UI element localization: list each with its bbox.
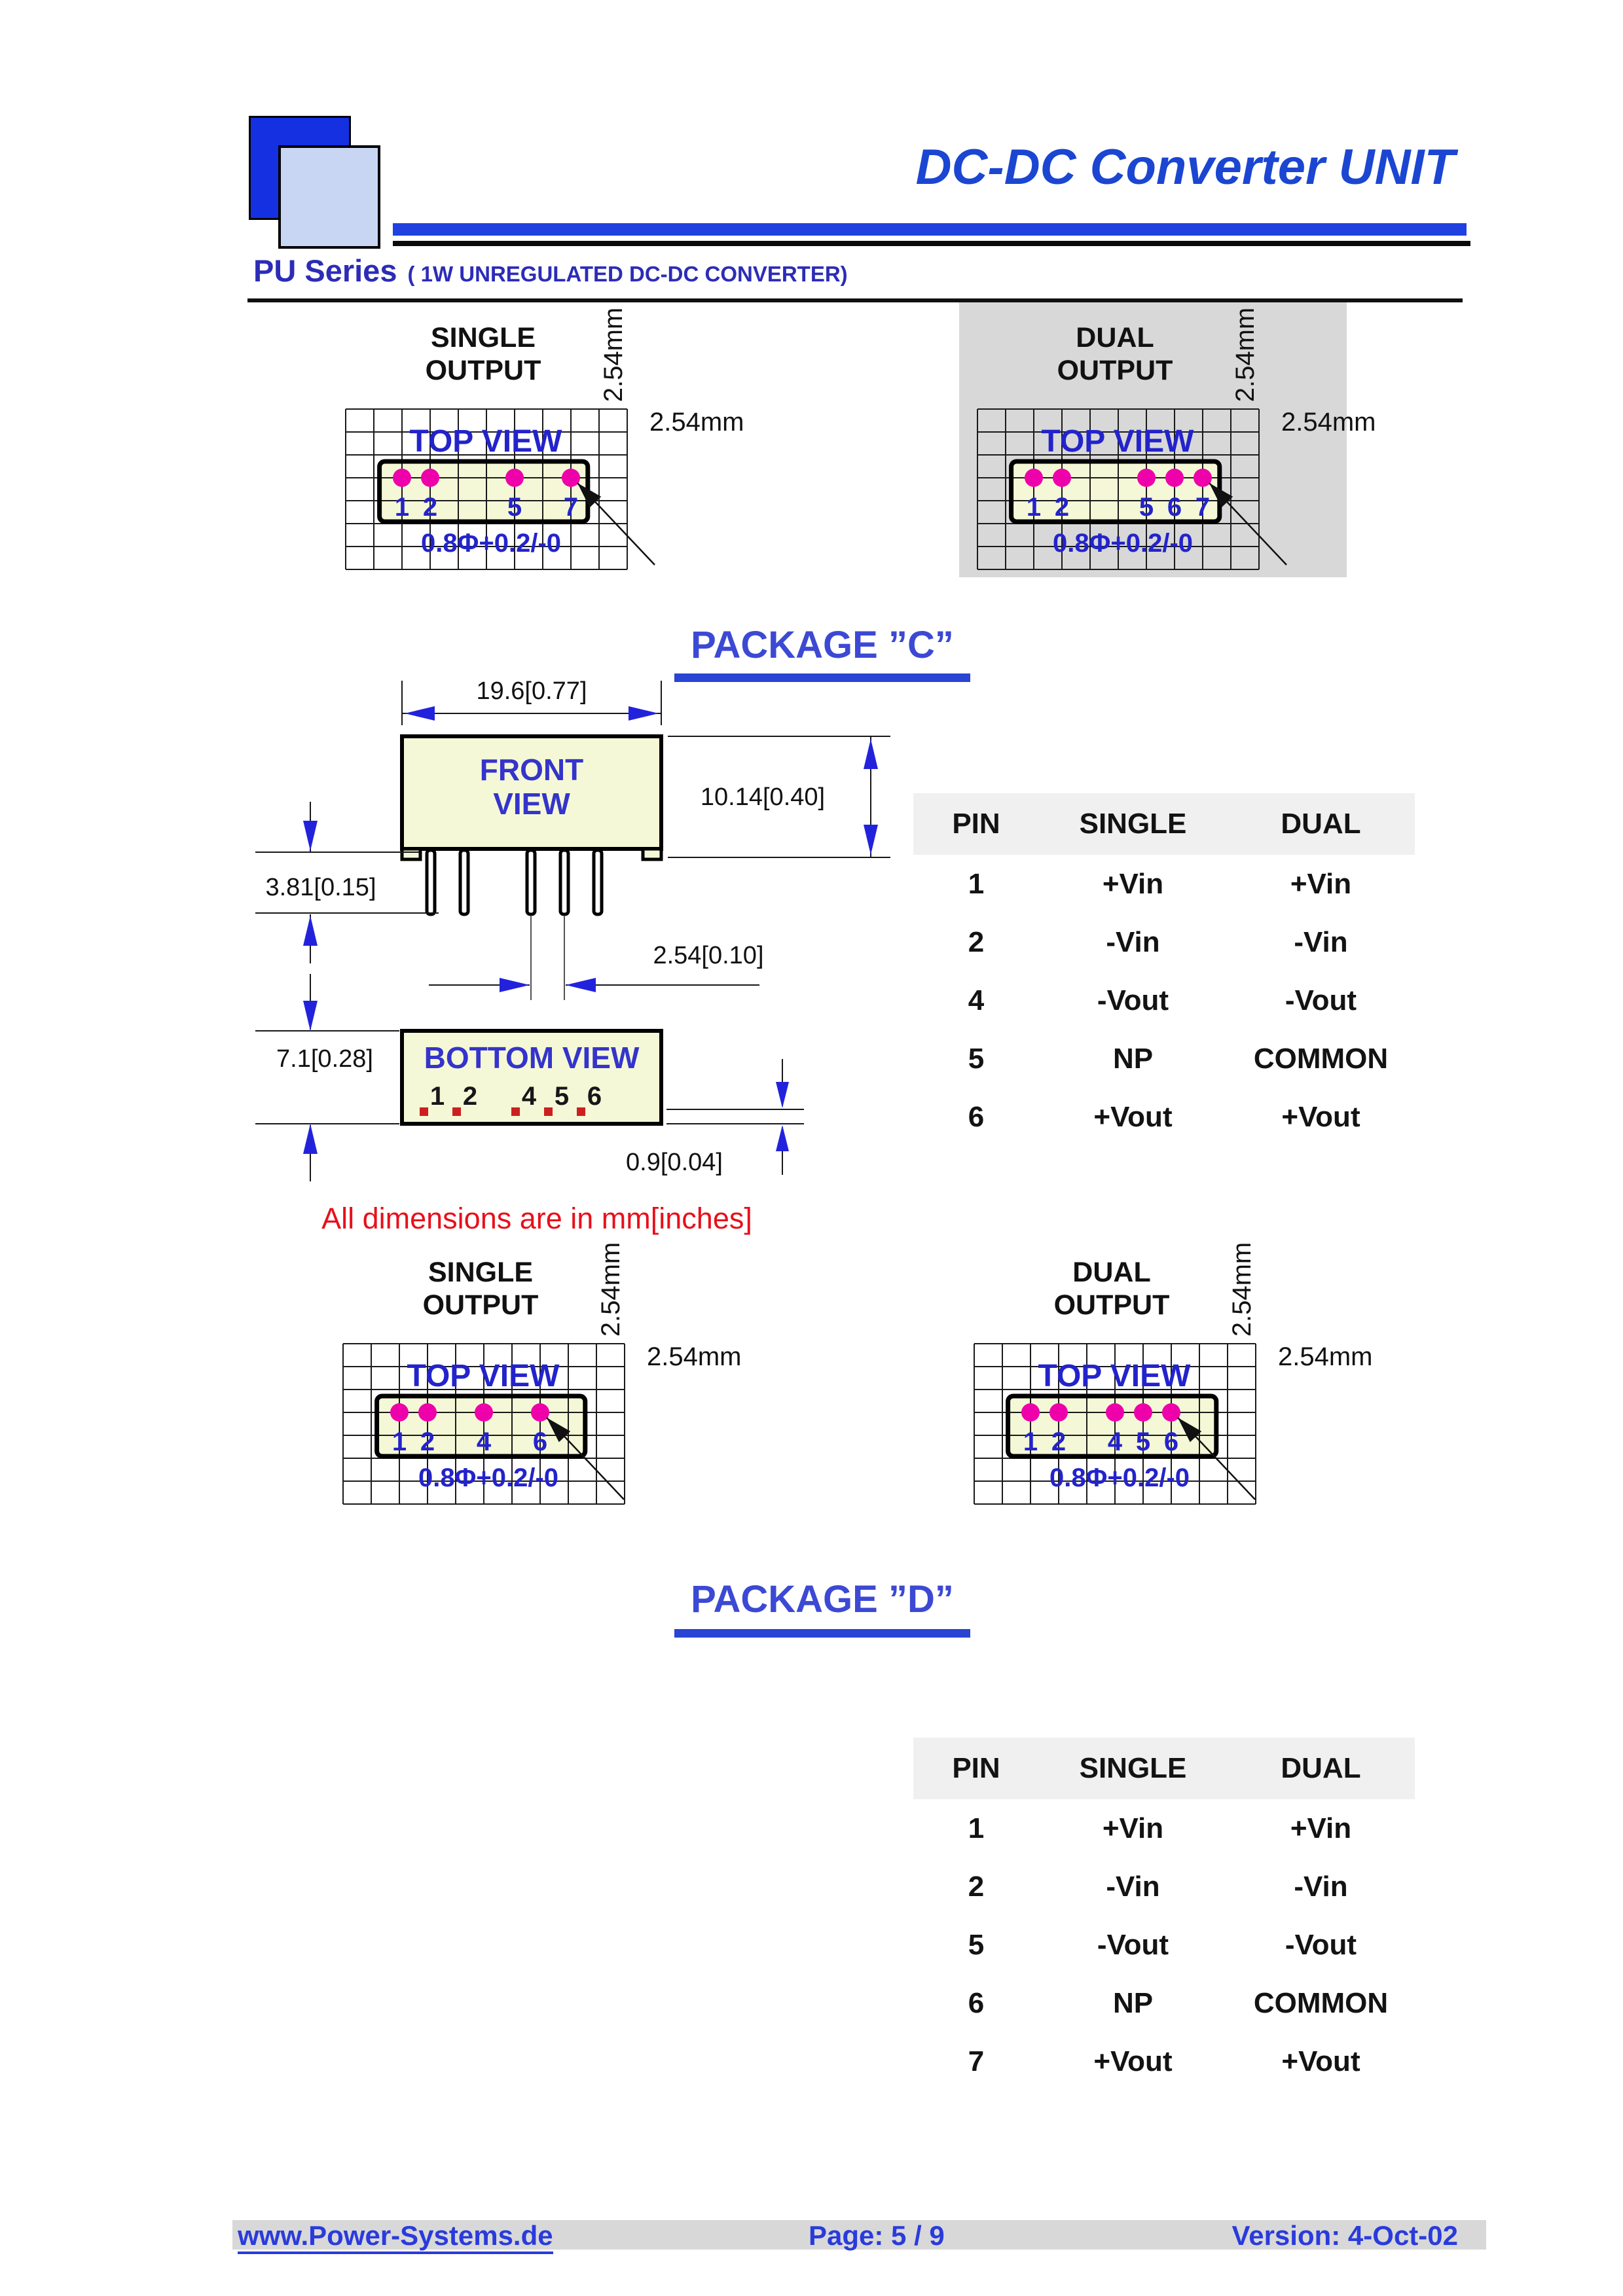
table-cell: -Vin [1106,1870,1160,1903]
table-cell: 4 [968,984,985,1016]
table-cell: -Vout [1285,1928,1357,1961]
table-cell: 6 [968,1100,985,1133]
svg-text:SINGLE: SINGLE [430,322,536,353]
package-d-underline [674,1629,970,1638]
page-title: DC-DC Converter UNIT [915,139,1455,195]
pin-table-header [913,793,1415,855]
table-cell: -Vin [1106,925,1160,958]
svg-text:3.81[0.15]: 3.81[0.15] [265,874,376,901]
svg-text:SINGLE: SINGLE [428,1257,534,1288]
header-rule-blue [393,223,1467,236]
svg-text:0.8Φ+0.2/-0: 0.8Φ+0.2/-0 [1049,1463,1190,1492]
svg-text:OUTPUT: OUTPUT [422,1289,539,1321]
svg-text:OUTPUT: OUTPUT [1053,1289,1170,1321]
column-header: DUAL [1281,808,1361,840]
svg-text:TOP VIEW: TOP VIEW [1041,424,1194,459]
svg-text:7: 7 [1195,493,1211,522]
table-cell: +Vout [1281,1100,1360,1133]
column-header: DUAL [1281,1752,1361,1784]
svg-text:6: 6 [532,1427,548,1456]
svg-text:0.8Φ+0.2/-0: 0.8Φ+0.2/-0 [420,529,562,558]
table-cell: -Vin [1294,1870,1348,1903]
svg-text:4: 4 [1107,1427,1123,1456]
table-cell: +Vin [1290,867,1352,900]
table-cell: 2 [968,925,985,958]
svg-text:TOP VIEW: TOP VIEW [407,1359,560,1393]
svg-text:OUTPUT: OUTPUT [425,355,541,386]
svg-text:TOP VIEW: TOP VIEW [1038,1359,1191,1393]
mechanical-drawing [242,668,949,1211]
svg-text:0.8Φ+0.2/-0: 0.8Φ+0.2/-0 [418,1463,559,1492]
table-row [913,1088,1415,1146]
logo-front-square [278,145,380,249]
table-cell: 5 [968,1042,985,1075]
dimensions-note: All dimensions are in mm[inches] [321,1202,752,1235]
table-row [913,1857,1415,1916]
svg-text:2.54mm: 2.54mm [1228,1242,1256,1337]
svg-text:2: 2 [462,1082,478,1111]
svg-text:2.54mm: 2.54mm [647,1342,742,1371]
svg-text:2.54mm: 2.54mm [596,1242,625,1337]
table-cell: NP [1112,1042,1154,1075]
svg-text:DUAL: DUAL [1076,322,1154,353]
top-view-diagram-dual-c [959,302,1391,594]
table-cell: -Vout [1097,1928,1169,1961]
top-view-diagram-single-d [325,1237,757,1528]
table-row [913,2032,1415,2090]
svg-text:19.6[0.77]: 19.6[0.77] [476,677,587,705]
table-cell: 7 [968,2045,985,2077]
column-header: PIN [952,1752,1000,1784]
footer-site-link[interactable]: www.Power-Systems.de [238,2220,553,2254]
svg-text:2.54mm: 2.54mm [599,307,628,403]
svg-text:5: 5 [554,1082,570,1111]
svg-text:FRONT: FRONT [479,753,584,787]
table-cell: NP [1112,1986,1154,2019]
table-cell: 1 [968,1812,985,1844]
svg-text:2.54[0.10]: 2.54[0.10] [653,942,764,969]
table-row [913,1799,1415,1857]
svg-text:DUAL: DUAL [1072,1257,1151,1288]
table-row [913,971,1415,1030]
svg-text:5: 5 [1139,493,1154,522]
svg-text:10.14[0.40]: 10.14[0.40] [700,783,826,811]
svg-text:OUTPUT: OUTPUT [1057,355,1173,386]
svg-text:7.1[0.28]: 7.1[0.28] [276,1045,373,1073]
svg-text:1: 1 [429,1082,445,1111]
table-row [913,1916,1415,1974]
table-cell: 2 [968,1870,985,1903]
svg-text:7: 7 [563,493,579,522]
table-cell: +Vout [1281,2045,1360,2077]
svg-text:0.8Φ+0.2/-0: 0.8Φ+0.2/-0 [1052,529,1194,558]
table-cell: 1 [968,867,985,900]
pin-table-package-c [913,793,1415,1146]
table-cell: -Vout [1097,984,1169,1016]
series-name: PU Series [253,253,397,288]
package-c-heading: PACKAGE ”C” [691,624,954,666]
svg-text:2: 2 [1054,493,1070,522]
svg-text:BOTTOM VIEW: BOTTOM VIEW [424,1041,640,1075]
svg-text:4: 4 [476,1427,492,1456]
table-cell: -Vin [1294,925,1348,958]
footer-page-number: Page: 5 / 9 [809,2220,945,2251]
table-row [913,1030,1415,1088]
pin-table-package-d [913,1738,1415,2090]
svg-text:2.54mm: 2.54mm [1278,1342,1373,1371]
svg-text:5: 5 [1135,1427,1151,1456]
svg-text:TOP VIEW: TOP VIEW [409,424,562,459]
table-cell: 5 [968,1928,985,1961]
package-d-heading: PACKAGE ”D” [691,1578,954,1621]
svg-text:1: 1 [392,1427,407,1456]
svg-text:2.54mm: 2.54mm [649,408,744,437]
column-header: SINGLE [1079,1752,1187,1784]
table-row [913,855,1415,913]
svg-text:1: 1 [1023,1427,1038,1456]
svg-text:2: 2 [1051,1427,1067,1456]
table-cell: 6 [968,1986,985,2019]
table-cell: -Vout [1285,984,1357,1016]
svg-text:1: 1 [1026,493,1042,522]
top-view-diagram-single-c [327,302,759,594]
svg-text:6: 6 [1163,1427,1179,1456]
table-cell: +Vout [1093,1100,1173,1133]
column-header: PIN [952,808,1000,840]
svg-text:VIEW: VIEW [493,787,570,821]
footer-version: Version: 4-Oct-02 [1231,2220,1458,2251]
table-cell: +Vin [1102,867,1164,900]
table-cell: +Vout [1093,2045,1173,2077]
svg-text:0.9[0.04]: 0.9[0.04] [626,1149,723,1176]
pin-table-header [913,1738,1415,1799]
svg-text:2: 2 [422,493,438,522]
series-note: ( 1W UNREGULATED DC-DC CONVERTER) [407,262,848,286]
table-cell: +Vin [1102,1812,1164,1844]
svg-text:2.54mm: 2.54mm [1281,408,1376,437]
series-line [253,253,848,289]
column-header: SINGLE [1079,808,1187,840]
svg-text:2.54mm: 2.54mm [1231,307,1260,403]
svg-text:1: 1 [394,493,410,522]
table-cell: COMMON [1253,1042,1389,1075]
table-row [913,913,1415,971]
table-cell: COMMON [1253,1986,1389,2019]
svg-text:4: 4 [521,1082,537,1111]
svg-text:6: 6 [587,1082,602,1111]
svg-text:2: 2 [420,1427,435,1456]
svg-text:6: 6 [1167,493,1182,522]
svg-text:5: 5 [507,493,522,522]
header-rule-black [393,241,1470,246]
table-cell: +Vin [1290,1812,1352,1844]
top-view-diagram-dual-d [956,1237,1388,1528]
table-row [913,1974,1415,2032]
